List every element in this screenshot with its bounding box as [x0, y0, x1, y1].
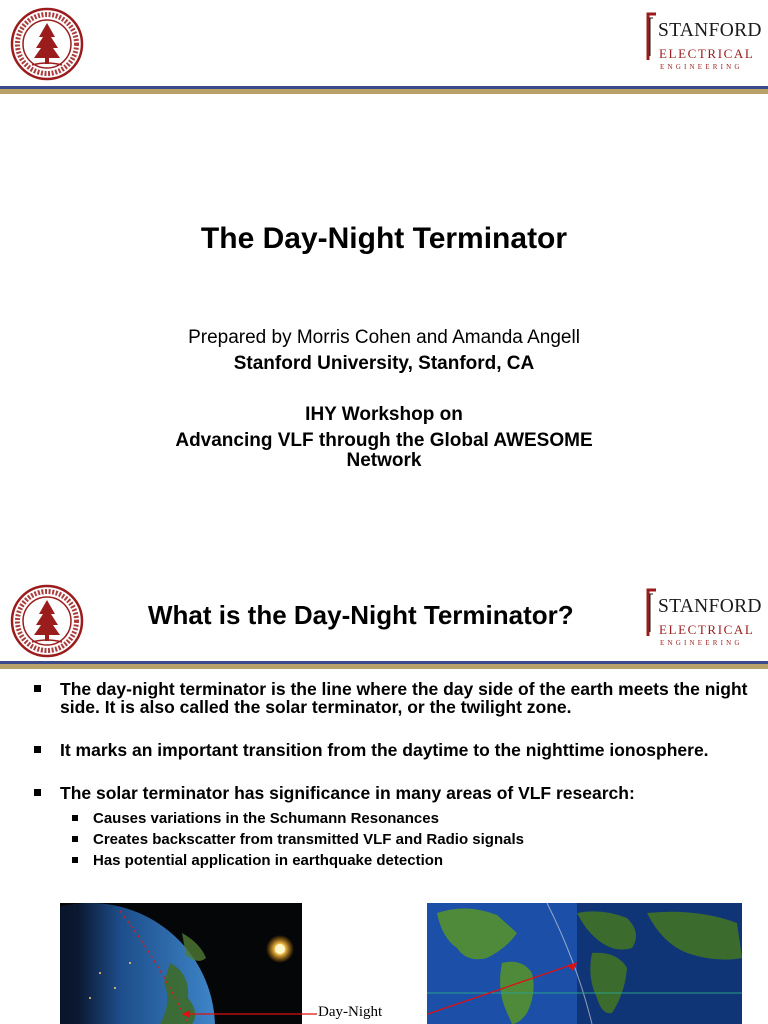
callout-arrow-left [180, 1005, 320, 1024]
stanford-engineering-logo [644, 12, 766, 74]
stanford-seal-logo-2 [10, 584, 84, 658]
sub-bullet-item [60, 850, 754, 871]
bullet-marker [34, 746, 41, 753]
bullet-marker [34, 789, 41, 796]
brand-wordmark-2: STANFORD [658, 596, 762, 617]
bullet-text: The day-night terminator is the line where the day side of the earth meets the night side. It is also called the solar terminator, or the twilight zone. [60, 679, 748, 717]
bullet-item [34, 784, 754, 871]
sub-bullet-text: Has potential application in earthquake detection [93, 852, 444, 869]
workshop-line-3: Network [346, 450, 422, 471]
day-night-callout-label: Day-Night [318, 1004, 383, 1020]
header-rule-2 [0, 661, 768, 669]
world-map-terminator-image [427, 903, 742, 1024]
bullet-item [34, 680, 754, 716]
bullet-list [34, 680, 754, 875]
slide1-title: The Day-Night Terminator [200, 222, 568, 255]
stanford-seal-logo [10, 7, 84, 81]
bullet-item [34, 741, 754, 759]
sub-bullet-item [60, 808, 754, 829]
sub-bullet-marker [72, 857, 78, 863]
header-rule [0, 86, 768, 94]
workshop-line-1: IHY Workshop on [305, 404, 463, 425]
affiliation: Stanford University, Stanford, CA [233, 353, 535, 374]
bullet-marker [34, 685, 41, 692]
workshop-line-2: Advancing VLF through the Global AWESOME [175, 430, 593, 451]
sub-bullet-marker [72, 815, 78, 821]
brand-department-2: ELECTRICAL [659, 622, 755, 637]
sub-bullet-list [60, 808, 754, 871]
sub-bullet-text: Creates backscatter from transmitted VLF and Radio signals [93, 831, 524, 848]
sub-bullet-text: Causes variations in the Schumann Resonances [93, 810, 439, 827]
stanford-engineering-logo-2 [644, 588, 766, 650]
sub-bullet-marker [72, 836, 78, 842]
bullet-text: The solar terminator has significance in many areas of VLF research: [60, 783, 635, 803]
bullet-text: It marks an important transition from the daytime to the nighttime ionosphere. [60, 740, 709, 760]
brand-wordmark: STANFORD [658, 20, 762, 41]
brand-department: ELECTRICAL [659, 46, 755, 61]
brand-school: ENGINEERING [660, 63, 743, 71]
slide2-title: What is the Day-Night Terminator? [148, 600, 574, 630]
brand-school-2: ENGINEERING [660, 639, 743, 647]
sub-bullet-item [60, 829, 754, 850]
prepared-by: Prepared by Morris Cohen and Amanda Angell [188, 327, 580, 348]
